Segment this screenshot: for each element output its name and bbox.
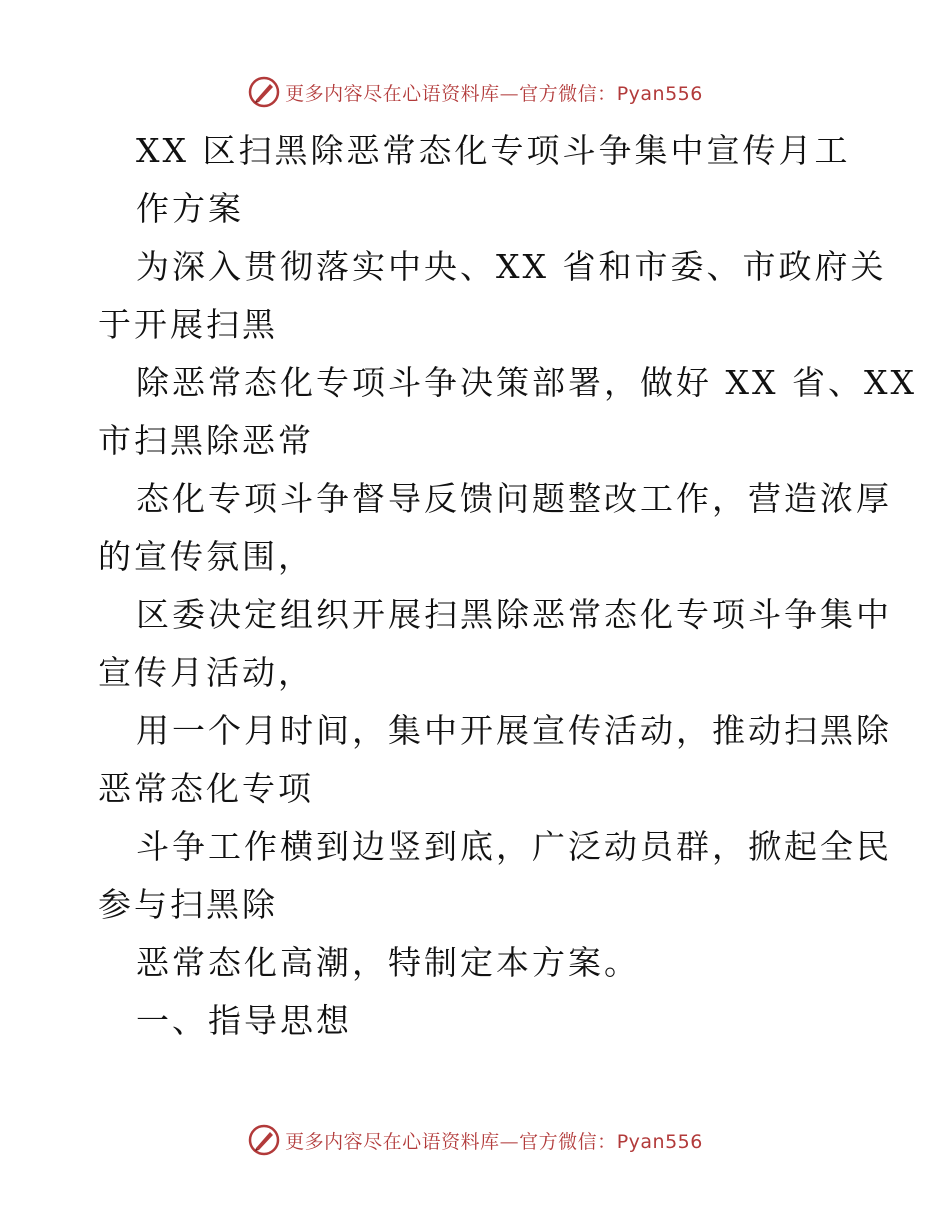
paragraph-line: 态化专项斗争督导反馈问题整改工作，营造浓厚 xyxy=(136,479,892,518)
banner-text xyxy=(285,79,703,106)
paragraph-line: 恶常态化专项 xyxy=(98,769,314,808)
paragraph-line: 斗争工作横到边竖到底，广泛动员群，掀起全民 xyxy=(136,827,892,866)
paragraph-line: 为深入贯彻落实中央、XX 省和市委、市政府关 xyxy=(136,247,887,286)
paragraph-line: 的宣传氛围， xyxy=(98,537,314,576)
banner-dash: — xyxy=(499,1130,520,1153)
paragraph-line: 于开展扫黑 xyxy=(98,305,278,344)
paragraph-line: 用一个月时间，集中开展宣传活动，推动扫黑除 xyxy=(136,711,892,750)
paragraph-line: 参与扫黑除 xyxy=(98,885,278,924)
banner-dash: — xyxy=(499,82,520,105)
document-body xyxy=(98,122,917,1050)
paragraph-line: 除恶常态化专项斗争决策部署，做好 XX 省、XX xyxy=(136,363,917,402)
footer-banner xyxy=(0,1120,950,1160)
banner-wechat-id: Pyan556 xyxy=(616,1130,703,1153)
title-line-1: XX 区扫黑除恶常态化专项斗争集中宣传月工 xyxy=(136,131,851,170)
pen-logo-icon xyxy=(247,75,281,109)
paragraph-line: 宣传月活动， xyxy=(98,653,314,692)
banner-main-text: 更多内容尽在心语资料库 xyxy=(285,82,500,105)
banner-wechat-label: 官方微信： xyxy=(519,82,617,105)
banner-wechat-id: Pyan556 xyxy=(616,82,703,105)
banner-wechat-label: 官方微信： xyxy=(519,1130,617,1153)
pen-logo-icon xyxy=(247,1123,281,1157)
header-banner xyxy=(0,72,950,112)
title-line-2: 作方案 xyxy=(136,189,244,228)
section-heading: 一、指导思想 xyxy=(136,1001,352,1040)
paragraph-line: 区委决定组织开展扫黑除恶常态化专项斗争集中 xyxy=(136,595,892,634)
banner-text xyxy=(285,1127,703,1154)
paragraph-line: 恶常态化高潮，特制定本方案。 xyxy=(136,943,640,982)
paragraph-line: 市扫黑除恶常 xyxy=(98,421,314,460)
banner-main-text: 更多内容尽在心语资料库 xyxy=(285,1130,500,1153)
